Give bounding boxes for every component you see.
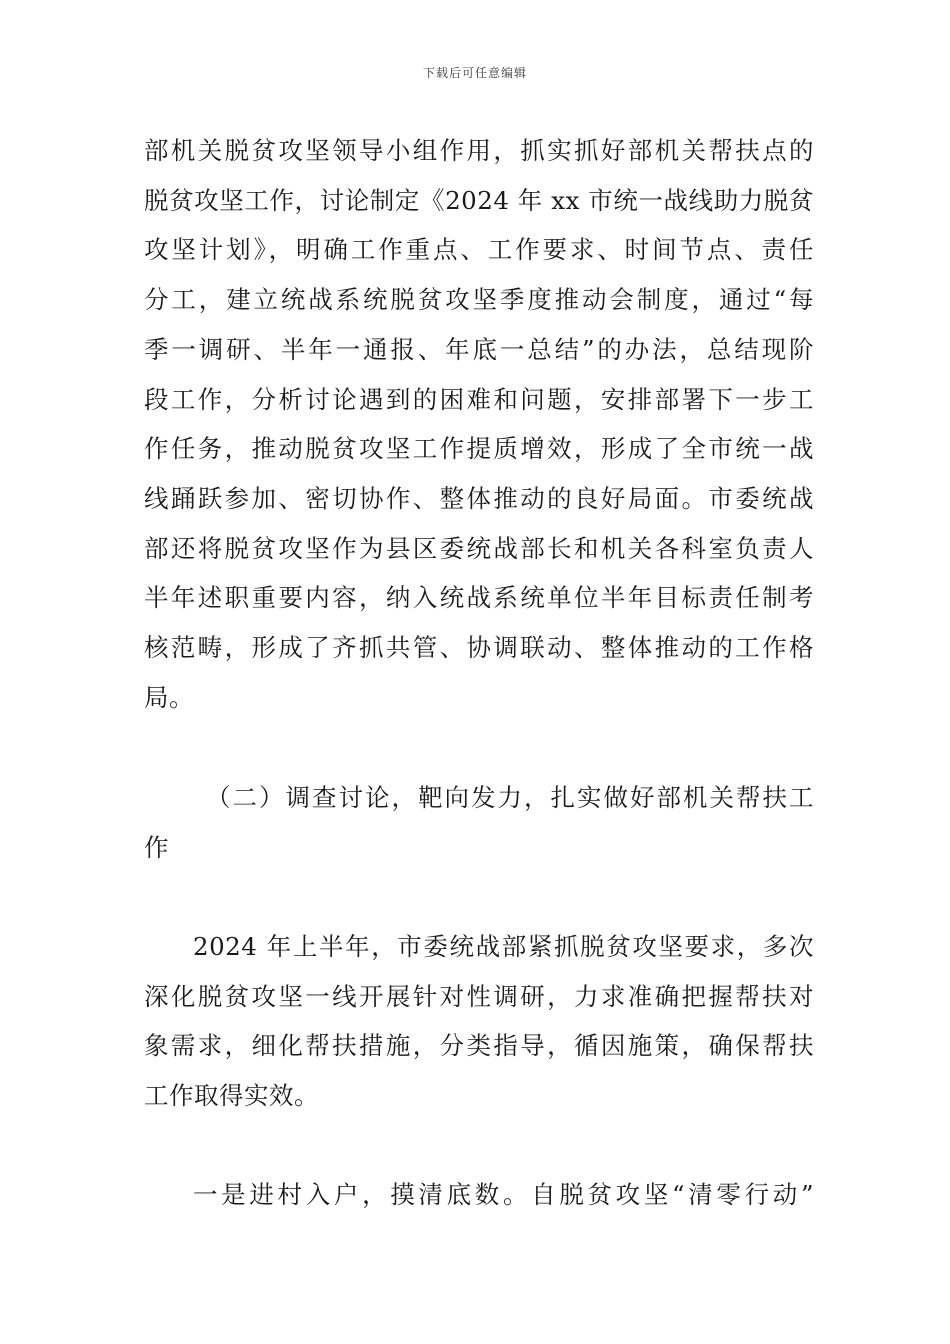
heading-line: （二）调查讨论，靶向发力，扎实做好部机关帮扶工 [206, 783, 814, 812]
section-heading [144, 773, 814, 872]
text-line: 深化脱贫攻坚一线开展针对性调研，力求准确把握帮扶对 [144, 981, 814, 1011]
text-line: 攻坚计划》，明确工作重点、工作要求、时间节点、责任 [144, 235, 814, 265]
text-line: 半年述职重要内容，纳入统战系统单位半年目标责任制考 [144, 583, 814, 613]
text-line: 脱贫攻坚工作，讨论制定《2024 年 xx 市统一战线助力脱贫 [144, 185, 814, 215]
heading-line: 作 [144, 832, 169, 862]
text-line: 段工作，分析讨论遇到的困难和问题，安排部署下一步工 [144, 384, 814, 414]
text-line: 2024 年上半年，市委统战部紧抓脱贫攻坚要求，多次 [193, 932, 814, 961]
paragraph-2 [144, 922, 814, 1121]
text-line: 部机关脱贫攻坚领导小组作用，抓实抓好部机关帮扶点的 [144, 136, 814, 165]
paragraph-3 [144, 1170, 814, 1220]
text-line: 象需求，细化帮扶措施，分类指导，循因施策，确保帮扶 [144, 1031, 814, 1061]
paragraph-1 [144, 126, 814, 722]
text-line: 局。 [144, 682, 194, 712]
text-line: 季一调研、半年一通报、年底一总结”的办法，总结现阶 [144, 334, 814, 364]
text-line: 核范畴，形成了齐抓共管、协调联动、整体推动的工作格 [144, 633, 814, 663]
text-line: 分工，建立统战系统脱贫攻坚季度推动会制度，通过“每 [144, 285, 814, 315]
text-line: 线踊跃参加、密切协作、整体推动的良好局面。市委统战 [144, 483, 814, 513]
text-line: 部还将脱贫攻坚作为县区委统战部长和机关各科室负责人 [144, 533, 814, 563]
text-line: 作任务，推动脱贫攻坚工作提质增效，形成了全市统一战 [144, 434, 814, 464]
header-note: 下载后可任意编辑 [422, 66, 527, 80]
text-line: 工作取得实效。 [144, 1081, 319, 1111]
text-line: 一是进村入户，摸清底数。自脱贫攻坚“清零行动” [193, 1180, 814, 1209]
